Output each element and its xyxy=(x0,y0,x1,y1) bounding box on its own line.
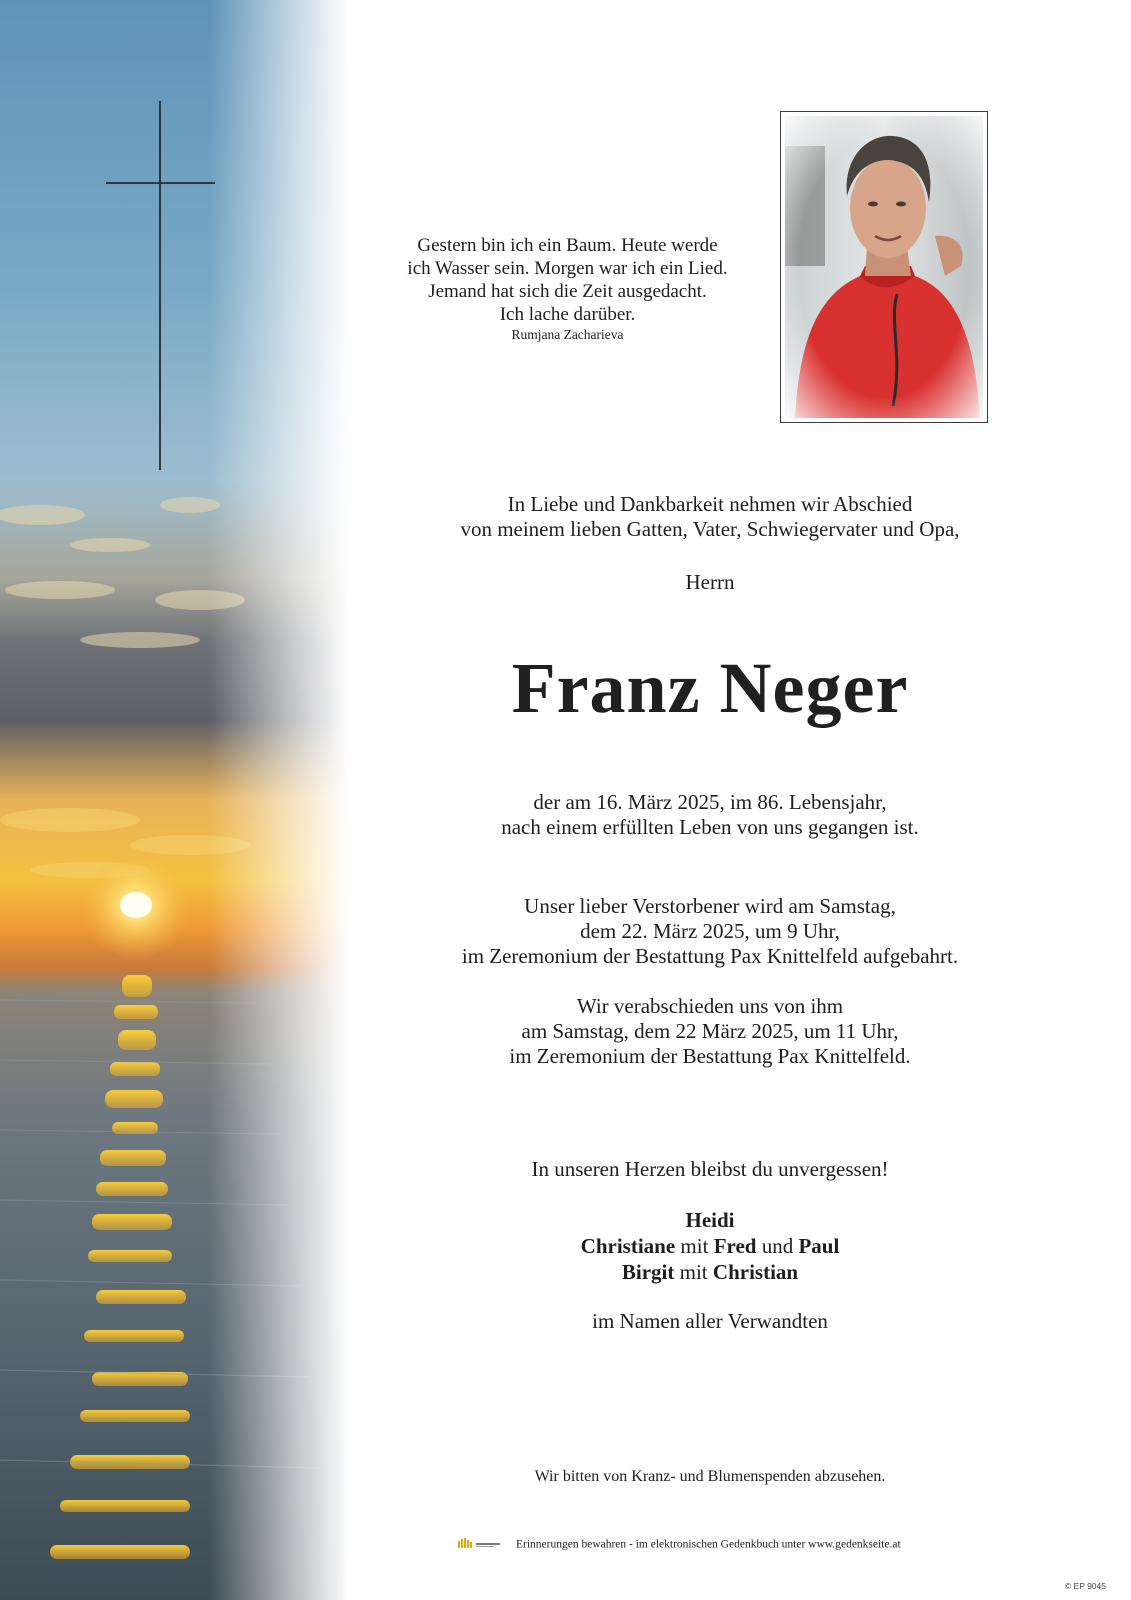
farewell-ceremony xyxy=(390,994,1030,1069)
farewell-line: im Zeremonium der Bestattung Pax Knittelfeld. xyxy=(509,1044,911,1068)
farewell-line: Wir verabschieden uns von ihm xyxy=(576,994,844,1018)
family-conjunction: und xyxy=(756,1234,799,1258)
death-notice xyxy=(390,790,1030,840)
death-line: der am 16. März 2025, im 86. Lebensjahr, xyxy=(533,790,887,814)
memorial-motto: In unseren Herzen bleibst du unvergessen! xyxy=(531,1157,889,1181)
viewing-line: im Zeremonium der Bestattung Pax Knittelfeld aufgebahrt. xyxy=(461,944,959,968)
family-member-name: Paul xyxy=(798,1234,840,1258)
viewing-line: dem 22. März 2025, um 9 Uhr, xyxy=(580,919,840,943)
family-names xyxy=(390,1207,1030,1285)
poem-line: Ich lache darüber. xyxy=(499,304,636,325)
portrait-photo xyxy=(780,111,988,423)
family-line xyxy=(390,1233,1030,1259)
family-member-name: Fred xyxy=(713,1234,757,1258)
funeral-home-logo-icon xyxy=(458,1538,502,1550)
viewing-notice xyxy=(390,894,1030,969)
poem-line: Jemand hat sich die Zeit ausgedacht. xyxy=(428,281,707,302)
farewell-intro xyxy=(390,492,1030,542)
poem-line: ich Wasser sein. Morgen war ich ein Lied. xyxy=(407,258,728,279)
family-member-name: Heidi xyxy=(685,1208,735,1232)
sunset-sea-image xyxy=(0,0,380,1600)
death-line: nach einem erfüllten Leben von uns gegangen ist. xyxy=(501,815,919,839)
farewell-line: am Samstag, dem 22 März 2025, um 11 Uhr, xyxy=(521,1019,899,1043)
family-conjunction: mit xyxy=(674,1260,713,1284)
deceased-name: Franz Neger xyxy=(511,648,909,728)
footer-text: Erinnerungen bewahren - im elektronischen Gedenkbuch unter www.gedenkseite.at xyxy=(516,1538,901,1551)
print-code: © EP 9045 xyxy=(1064,1581,1106,1591)
poem-line: Gestern bin ich ein Baum. Heute werde xyxy=(417,235,718,256)
intro-line: von meinem lieben Gatten, Vater, Schwiegervater und Opa, xyxy=(460,517,960,541)
family-member-name: Christiane xyxy=(580,1234,676,1258)
poem-quote xyxy=(360,234,775,344)
viewing-line: Unser lieber Verstorbener wird am Samstag, xyxy=(524,894,896,918)
family-conjunction: mit xyxy=(675,1234,714,1258)
intro-line: In Liebe und Dankbarkeit nehmen wir Abschied xyxy=(507,492,913,516)
footer-guestbook-note xyxy=(458,1535,908,1553)
relatives-note: im Namen aller Verwandten xyxy=(592,1309,828,1333)
salutation: Herrn xyxy=(685,570,735,594)
flowers-note: Wir bitten von Kranz- und Blumenspenden abzusehen. xyxy=(534,1468,886,1485)
family-line xyxy=(390,1259,1030,1285)
family-line xyxy=(390,1207,1030,1233)
poem-author: Rumjana Zacharieva xyxy=(511,327,624,342)
family-member-name: Christian xyxy=(712,1260,799,1284)
family-member-name: Birgit xyxy=(621,1260,675,1284)
